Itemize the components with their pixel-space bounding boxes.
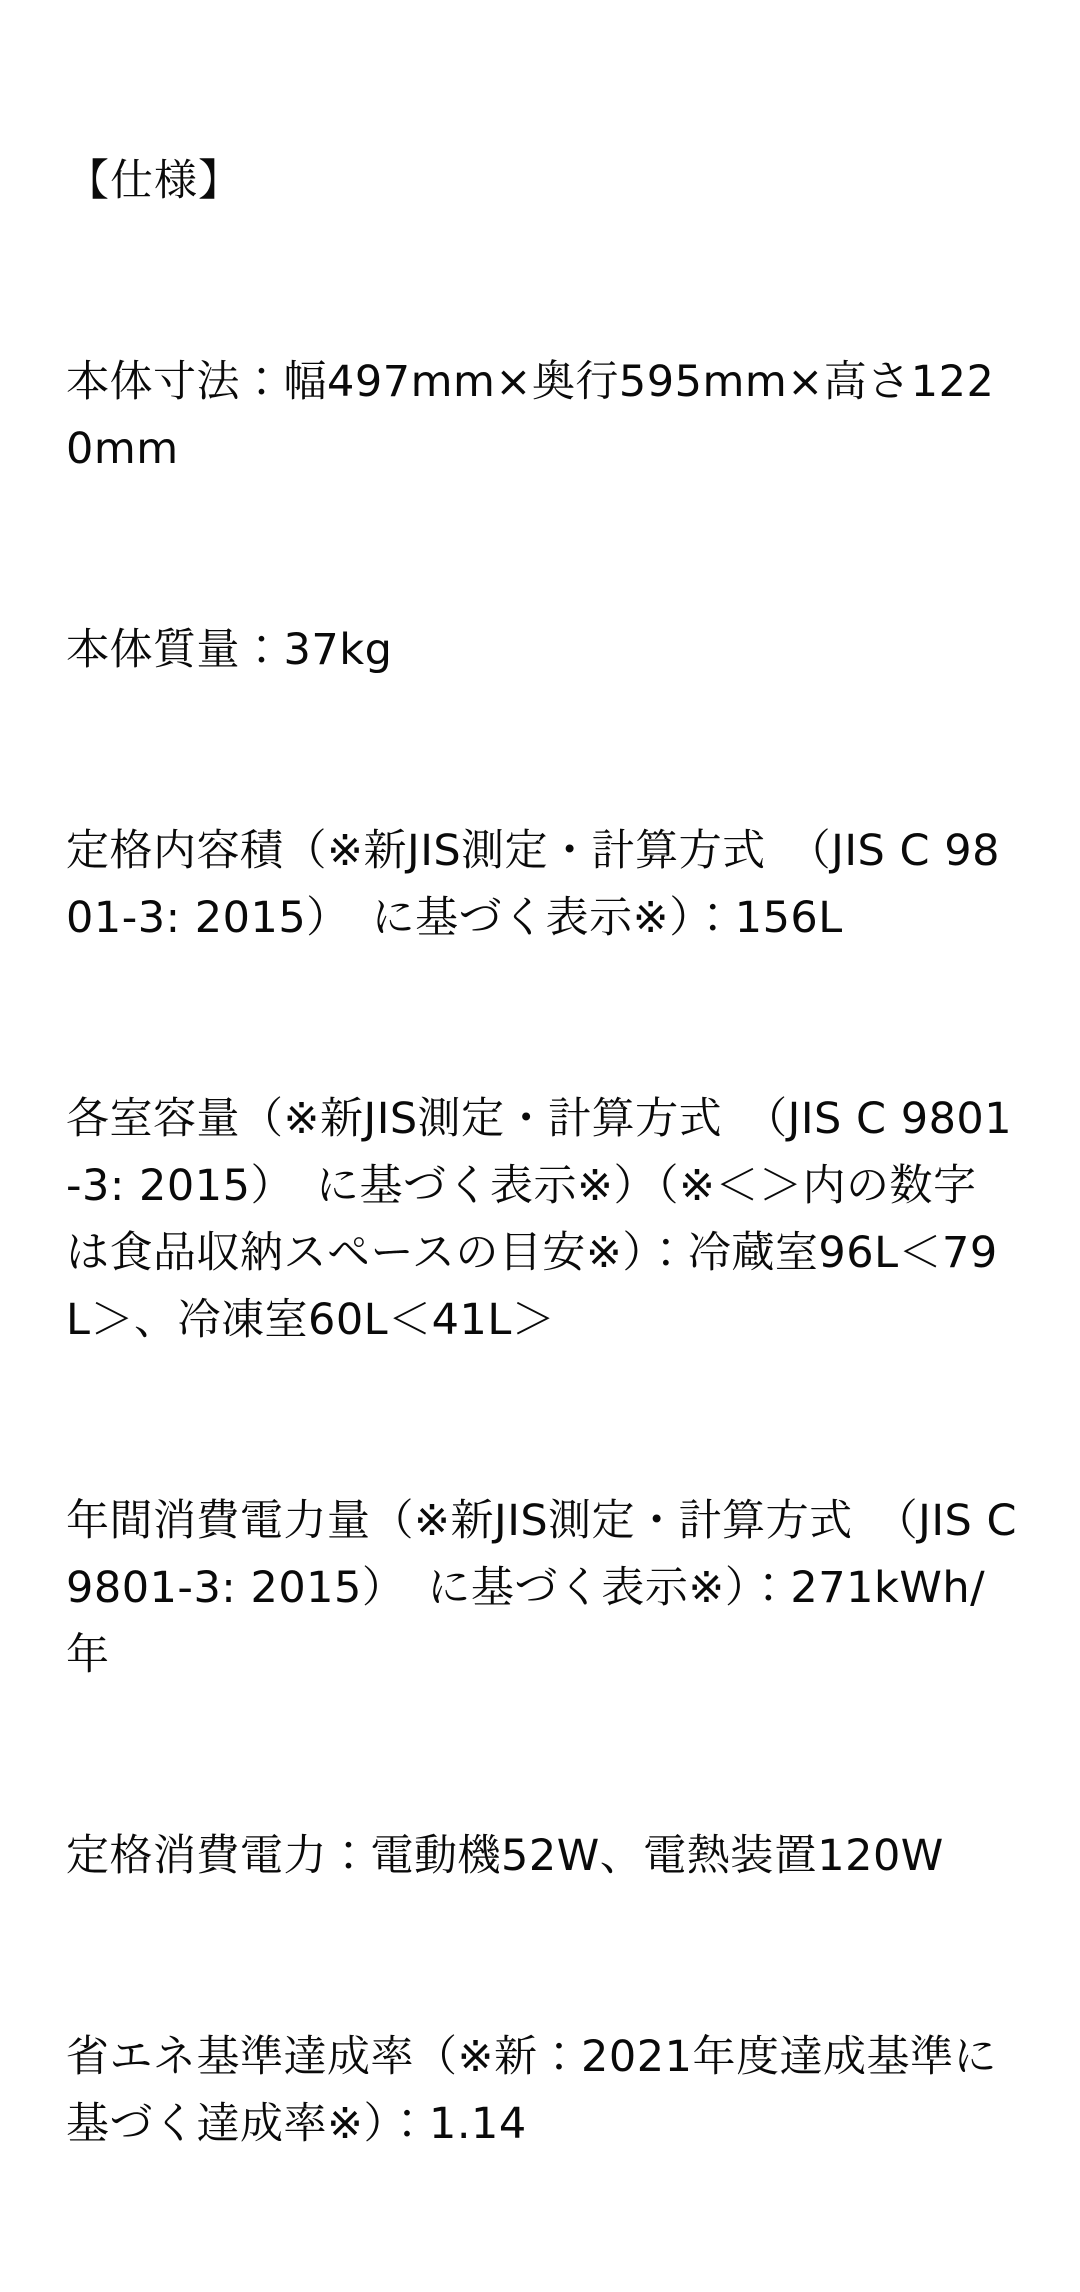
spec-line-rated-power: 定格消費電力：電動機52W、電熱装置120W [66, 1831, 944, 1881]
spec-line-energy-standard-achievement: 省エネ基準達成率（※新：2021年度達成基準に基づく達成率※）：1.14 [66, 2032, 997, 2149]
spec-line-weight: 本体質量：37kg [66, 625, 393, 675]
spec-line-compartment-capacity: 各室容量（※新JIS測定・計算方式 （JIS C 9801-3: 2015） に基づく表示※）（※＜＞内の数字は食品収納スペースの目安※）：冷蔵室96L＜79L＞、冷凍室60L＜41L＞ [66, 1094, 1013, 1345]
left-margin [0, 0, 8, 1017]
spec-line-rated-capacity: 定格内容積（※新JIS測定・計算方式 （JIS C 9801-3: 2015） に基づく表示※）：156L [66, 826, 1000, 943]
specification-text-block [66, 14, 1032, 2292]
right-margin [1058, 0, 1080, 1017]
spec-line-annual-power-consumption: 年間消費電力量（※新JIS測定・計算方式 （JIS C 9801-3: 2015） に基づく表示※）：271kWh/年 [66, 1496, 1032, 1680]
spec-heading: 【仕様】 [66, 156, 242, 206]
spec-line-dimensions: 本体寸法：幅497mm×奥行595mm×高さ1220mm [66, 357, 995, 474]
